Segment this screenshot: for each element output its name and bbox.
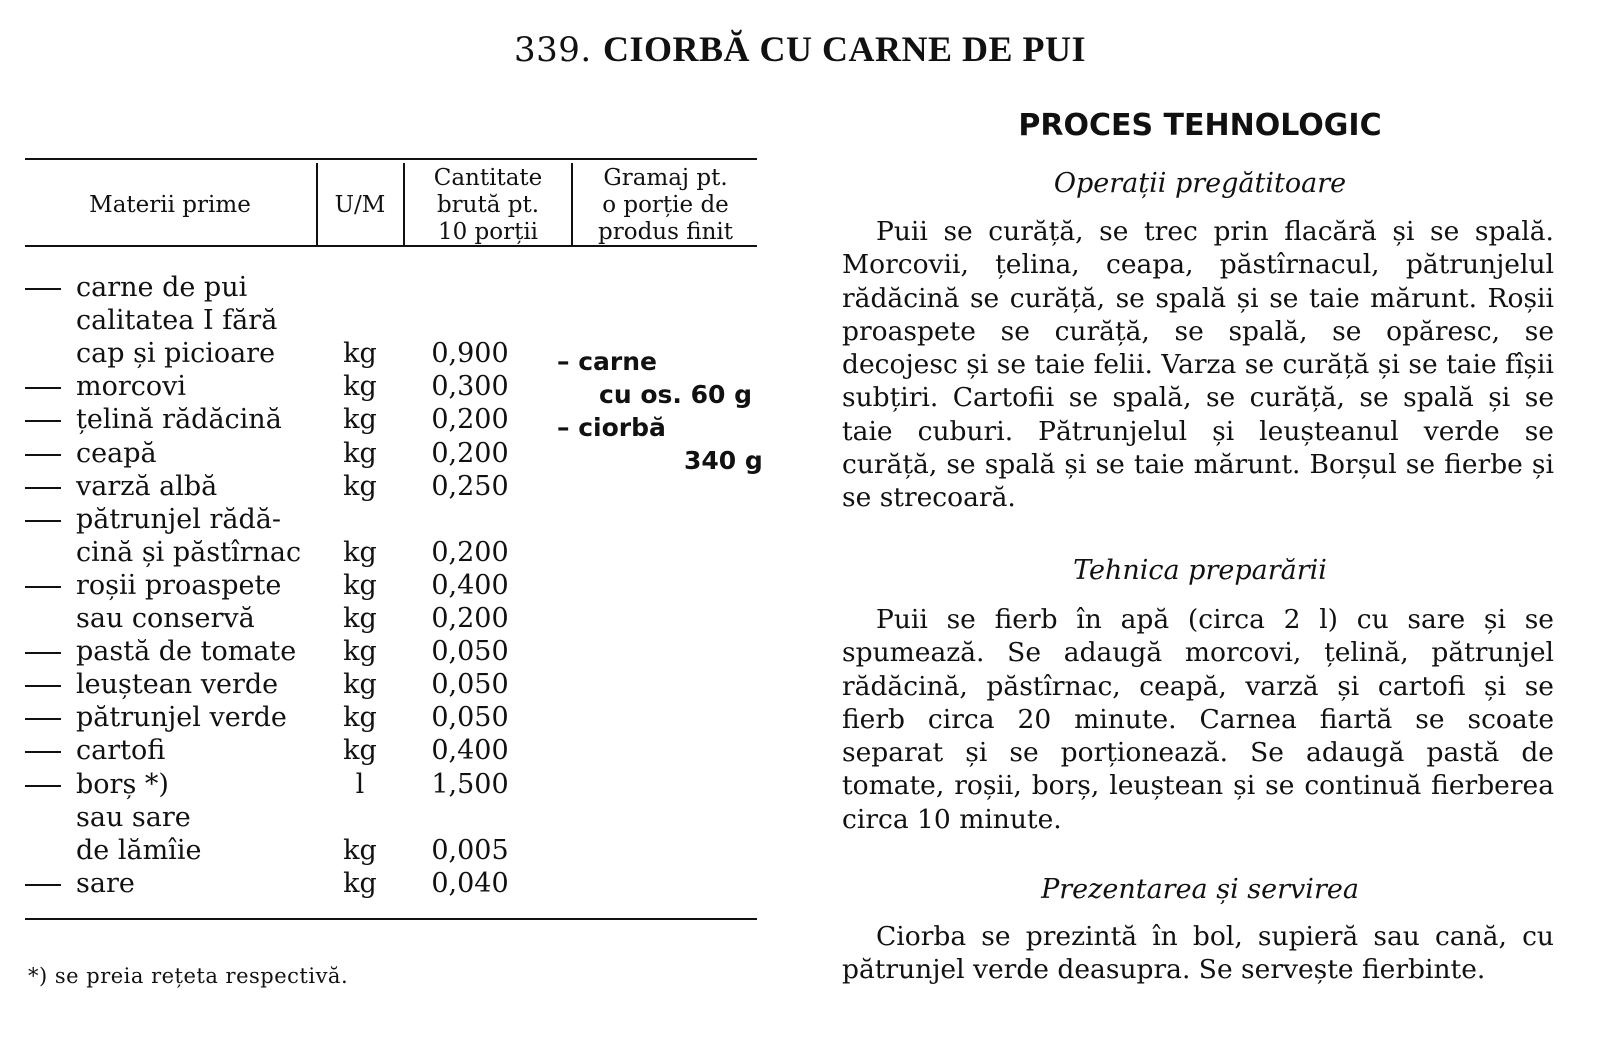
ingredient-row bbox=[0, 271, 760, 304]
ingredient-unit: kg bbox=[343, 536, 377, 568]
header-materials: Materii prime bbox=[89, 192, 251, 218]
ingredient-name: varză albă bbox=[76, 470, 218, 502]
header-gramaj: Gramaj pt. o porție de produs finit bbox=[598, 165, 733, 245]
list-dash bbox=[25, 454, 61, 456]
section-text: Puii se fierb în apă (circa 2 l) cu sare și se spumează. Se adaugă morcovi, țelină, pătrunjel rădăcină, păstîrnac, ceapă, varză și cartofi și se fierb circa 20 minute. Carnea fiartă se scoate separat și se porționează. Se adaugă pastă de tomate, roșii, borș, leuștean și se continuă fierberea circa 10 minute. bbox=[842, 604, 1554, 835]
section-heading: Tehnica preparării bbox=[1073, 555, 1327, 586]
recipe-name: CIORBĂ CU CARNE DE PUI bbox=[602, 29, 1087, 69]
ingredient-quantity: 0,050 bbox=[431, 669, 509, 701]
ingredient-row bbox=[0, 867, 760, 900]
ingredient-quantity: 0,050 bbox=[431, 636, 509, 668]
ingredient-unit: kg bbox=[343, 338, 377, 370]
ingredient-quantity: 0,200 bbox=[431, 437, 509, 469]
ingredient-row bbox=[0, 569, 760, 602]
ingredient-quantity: 0,005 bbox=[431, 834, 509, 866]
ingredient-name: pătrunjel verde bbox=[76, 702, 287, 734]
list-dash bbox=[25, 718, 61, 720]
ingredient-row bbox=[0, 304, 760, 337]
ingredient-name: carne de pui bbox=[76, 272, 248, 303]
column-divider bbox=[316, 163, 318, 245]
recipe-number: 339. bbox=[513, 30, 592, 70]
ingredient-unit: kg bbox=[343, 371, 377, 403]
ingredient-name: sare bbox=[76, 867, 135, 899]
ingredient-name: cină și păstîrnac bbox=[76, 536, 302, 568]
process-title: PROCES TEHNOLOGIC bbox=[1018, 108, 1382, 143]
ingredient-quantity: 0,300 bbox=[431, 371, 509, 403]
ingredient-unit: kg bbox=[343, 470, 377, 502]
list-dash bbox=[25, 487, 61, 489]
ingredient-unit: kg bbox=[343, 437, 377, 469]
gramaj-ciorba-value: 340 g bbox=[684, 446, 763, 475]
section-heading: Operații pregătitoare bbox=[1053, 168, 1347, 199]
ingredient-name: de lămîie bbox=[76, 834, 202, 866]
ingredient-row bbox=[0, 668, 760, 701]
ingredient-quantity: 0,200 bbox=[431, 536, 509, 568]
ingredient-row bbox=[0, 536, 760, 569]
ingredient-quantity: 0,200 bbox=[431, 603, 509, 634]
gramaj-ciorba: – ciorbă bbox=[557, 413, 666, 442]
section-text: Ciorba se prezintă în bol, supieră sau cană, cu pătrunjel verde deasupra. Se servește fierbinte. bbox=[842, 921, 1554, 986]
ingredient-name: cap și picioare bbox=[76, 338, 276, 370]
ingredient-name: sau conservă bbox=[76, 603, 255, 634]
ingredient-unit: kg bbox=[343, 867, 377, 899]
ingredient-unit: l bbox=[355, 768, 365, 800]
ingredient-name: roșii proaspete bbox=[76, 569, 282, 601]
list-dash bbox=[25, 785, 61, 787]
ingredient-name: pastă de tomate bbox=[76, 636, 297, 668]
ingredient-quantity: 0,900 bbox=[431, 338, 509, 370]
ingredient-row bbox=[0, 503, 760, 536]
section-text: Puii se curăță, se trec prin flacără și se spală. Morcovii, țelina, ceapa, păstîrnacul, pătrunjelul rădăcină se curăță, se spală și se taie mărunt. Roșii proaspete se curăță, se spală, se opăresc, se decojesc și se taie felii. Varza se curăță și se taie fîșii subțiri. Cartofii se spală, se curăță, se spală și se taie cuburi. Pătrunjelul și leușteanul verde se curăță, se spală și se taie mărunt. Borșul se fierbe și se strecoară. bbox=[842, 216, 1554, 514]
gramaj-carne: – carne bbox=[557, 347, 657, 376]
ingredient-unit: kg bbox=[343, 669, 377, 701]
ingredient-quantity: 0,400 bbox=[431, 569, 509, 601]
table-top-rule bbox=[25, 158, 757, 160]
ingredient-unit: kg bbox=[343, 702, 377, 734]
gramaj-carne-value: cu os. 60 g bbox=[599, 380, 752, 409]
ingredient-row bbox=[0, 834, 760, 867]
ingredient-name: calitatea I fără bbox=[76, 305, 278, 337]
column-divider bbox=[571, 163, 573, 245]
table-bottom-rule bbox=[25, 918, 757, 920]
ingredient-name: sau sare bbox=[76, 801, 191, 833]
list-dash bbox=[25, 751, 61, 753]
ingredient-quantity: 0,250 bbox=[431, 470, 509, 502]
ingredient-quantity: 0,040 bbox=[431, 867, 509, 899]
section-heading: Prezentarea și servirea bbox=[1041, 874, 1359, 905]
list-dash bbox=[25, 420, 61, 422]
header-um: U/M bbox=[334, 192, 386, 218]
list-dash bbox=[25, 288, 61, 290]
ingredient-row bbox=[0, 801, 760, 834]
ingredient-unit: kg bbox=[343, 735, 377, 767]
footnote: *) se preia rețeta respectivă. bbox=[28, 964, 349, 988]
ingredient-unit: kg bbox=[343, 834, 377, 866]
ingredient-quantity: 0,050 bbox=[431, 702, 509, 734]
ingredient-name: borș *) bbox=[76, 768, 169, 800]
ingredient-row bbox=[0, 635, 760, 668]
list-dash bbox=[25, 884, 61, 886]
ingredient-quantity: 0,400 bbox=[431, 735, 509, 767]
ingredient-unit: kg bbox=[343, 569, 377, 601]
ingredient-quantity: 0,200 bbox=[431, 404, 509, 436]
ingredient-unit: kg bbox=[343, 636, 377, 668]
list-dash bbox=[25, 586, 61, 588]
ingredient-name: țelină rădăcină bbox=[76, 404, 282, 436]
ingredient-name: leuștean verde bbox=[76, 669, 279, 701]
ingredient-row bbox=[0, 701, 760, 734]
list-dash bbox=[25, 685, 61, 687]
ingredient-row bbox=[0, 768, 760, 801]
ingredient-unit: kg bbox=[343, 404, 377, 436]
ingredient-name: pătrunjel rădă- bbox=[76, 503, 281, 535]
list-dash bbox=[25, 652, 61, 654]
ingredient-quantity: 1,500 bbox=[431, 768, 509, 800]
ingredient-name: morcovi bbox=[76, 371, 187, 403]
ingredient-unit: kg bbox=[343, 603, 377, 634]
list-dash bbox=[25, 520, 61, 522]
ingredient-name: cartofi bbox=[76, 735, 166, 767]
list-dash bbox=[25, 387, 61, 389]
ingredient-row bbox=[0, 602, 760, 635]
page-title bbox=[0, 28, 1600, 70]
ingredient-row bbox=[0, 734, 760, 767]
header-quantity: Cantitate brută pt. 10 porții bbox=[433, 165, 543, 245]
ingredient-row bbox=[0, 470, 760, 503]
ingredient-name: ceapă bbox=[76, 437, 157, 469]
